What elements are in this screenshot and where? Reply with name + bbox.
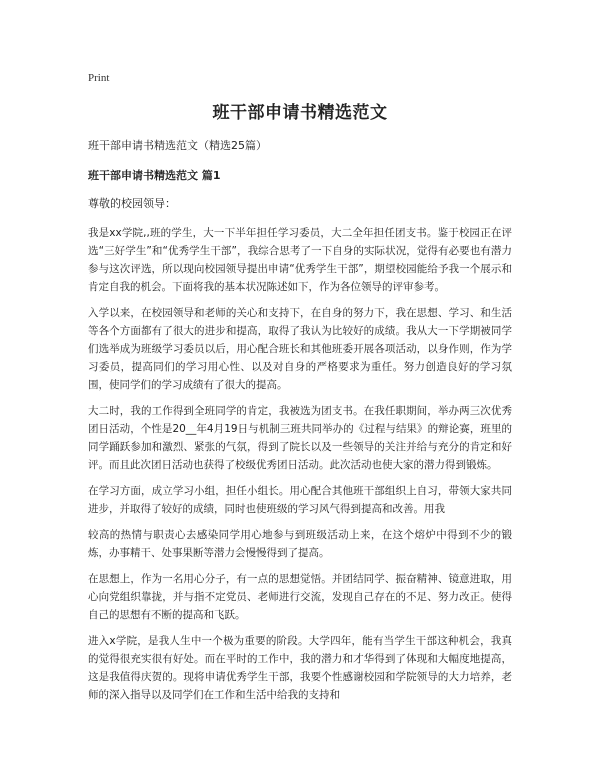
paragraph-1: 我是xx学院,,班的学生，大一下半年担任学习委员，大二全年担任团支书。鉴于校园正在评选“三好学生”和“优秀学生干部”，我综合思考了一下自身的实际状况，觉得有必要也有潜力参与这次评选，所以现向校园领导提出申请“优秀学生干部”，期望校园能给予我一个展示和肯定自我的机会。下面将我的基本状况陈述如下，作为各位领导的评审参考。 [88, 227, 512, 293]
paragraph-2: 入学以来，在校园领导和老师的关心和支持下，在自身的努力下，我在思想、学习、和生活等各个方面都有了很大的进步和提高，取得了我认为比较好的成绩。我从大一下学期被同学们选举成为班级学习委员以后，用心配合班长和其他班委开展各项活动，以身作则，作为学习委员，提高同们的学习用心性、以及对自身的严格要求为重任。努力创造良好的学习氛围，使同学们的学习成绩有了很大的提高。 [88, 307, 512, 391]
section-heading: 班干部申请书精选范文 篇1 [88, 169, 221, 182]
paragraph-4: 在学习方面，成立学习小组，担任小组长。用心配合其他班干部组织上自习，带领大家共同进步，并取得了较好的成绩，同时也使班级的学习风气得到提高和改善。用我 [88, 485, 512, 515]
paragraph-5: 较高的热情与职责心去感染同学用心地参与到班级活动上来，在这个熔炉中得到不少的锻炼，办事精干、处事果断等潜力会慢慢得到了提高。 [88, 529, 512, 559]
paragraph-6: 在思想上，作为一名用心分子，有一点的思想觉悟。并团结同学、振奋精神、镜意进取，用心向党组织靠拢，并与指不定党员、老师进行交流，发现自己存在的不足、努力改正。使得自己的思想有不断的提高和飞跃。 [88, 573, 512, 621]
paragraph-7: 进入x学院，是我人生中一个极为重要的阶段。大学四年，能有当学生干部这种机会，我真的觉得很充实很有好处。而在平时的工作中，我的潜力和才华得到了体现和大幅度地提高，这是我值得庆贺的。现将申请优秀学生干部，我要个性感谢校园和学院领导的大力培养，老师的深入指导以及同学们在工作和生活中给我的支持和 [88, 635, 512, 701]
document-title: 班干部申请书精选范文 [212, 103, 388, 123]
print-link[interactable]: Print [88, 72, 110, 84]
document-subtitle: 班干部申请书精选范文（精选25篇） [88, 139, 267, 152]
paragraph-3: 大二时，我的工作得到全班同学的肯定，我被选为团支书。在我任职期间，举办两三次优秀团日活动，个性是20__年4月19日与机制三班共同举办的《过程与结果》的辩论赛，班里的同学踊跃参加和激烈、紧张的气氛，得到了院长以及一些领导的关注并给与充分的肯定和好评。而且此次团日活动也获得了校级优秀团日活动。此次活动也使大家的潜力得到锻炼。 [88, 405, 512, 471]
salutation: 尊敬的校园领导： [88, 197, 176, 210]
